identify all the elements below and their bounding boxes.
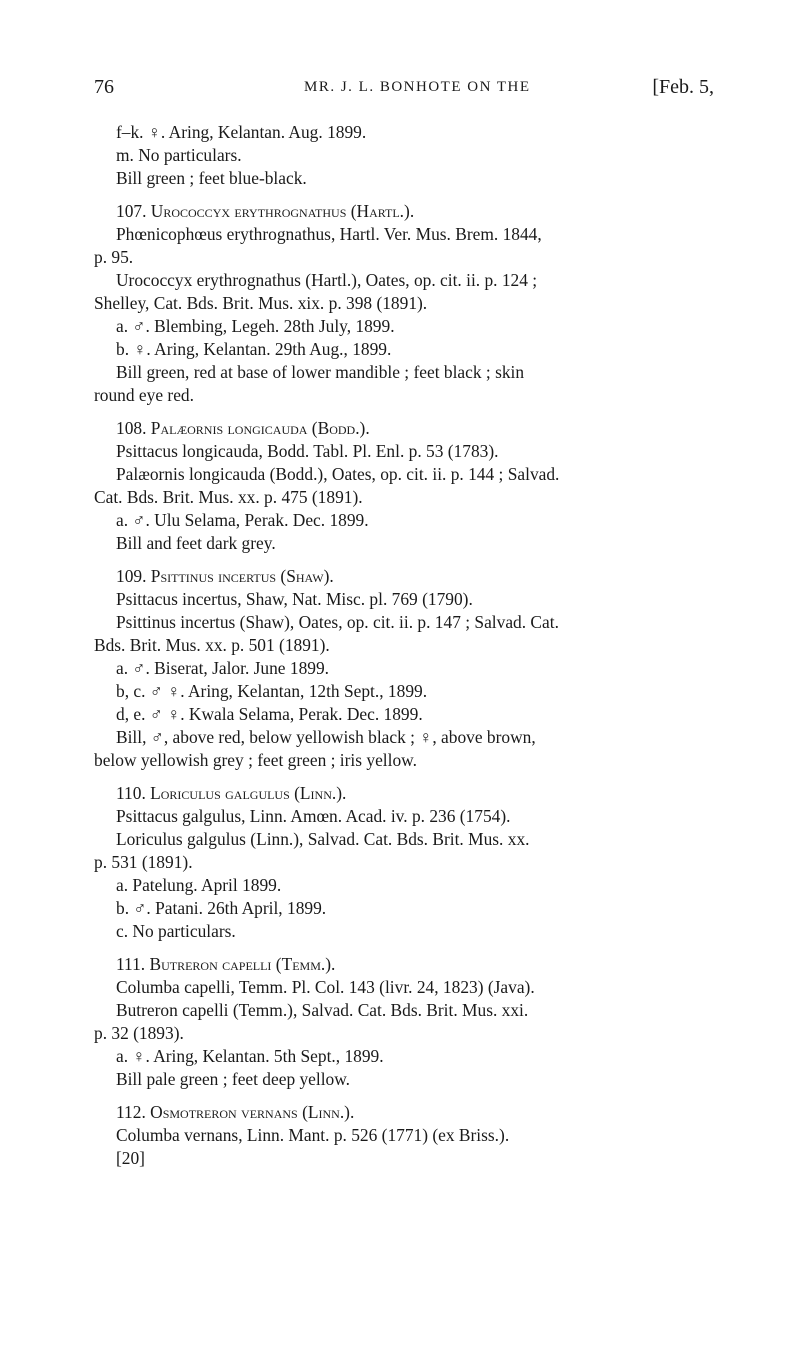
text-line: f–k. ♀. Aring, Kelantan. Aug. 1899. [116, 122, 367, 142]
text-line: Columba vernans, Linn. Mant. p. 526 (1771) (ex Briss.). [116, 1125, 510, 1145]
text-line: Loriculus galgulus (Linn.), Salvad. Cat. Bds. Brit. Mus. xx. [116, 829, 530, 849]
text-line: b. ♂. Patani. 26th April, 1899. [116, 898, 327, 918]
text-line: Shelley, Cat. Bds. Brit. Mus. xix. p. 398 (1891). [94, 293, 428, 313]
text-line: Palæornis longicauda (Bodd.), Oates, op. cit. ii. p. 144 ; Salvad. [116, 464, 560, 484]
text-line: Bill green ; feet blue-black. [116, 168, 307, 188]
text-line: Bill pale green ; feet deep yellow. [116, 1069, 351, 1089]
text-line: b, c. ♂ ♀. Aring, Kelantan, 12th Sept., 1899. [116, 681, 428, 701]
text-line: p. 32 (1893). [94, 1023, 184, 1043]
text-line: p. 531 (1891). [94, 852, 193, 872]
text-line: a. ♂. Ulu Selama, Perak. Dec. 1899. [116, 510, 369, 530]
species-heading: 108. Palæornis longicauda (Bodd.). [116, 418, 370, 438]
text-line: a. Patelung. April 1899. [116, 875, 282, 895]
text-line: a. ♂. Blembing, Legeh. 28th July, 1899. [116, 316, 395, 336]
text-line: below yellowish grey ; feet green ; iris yellow. [94, 750, 417, 770]
text-line: m. No particulars. [116, 145, 242, 165]
text-line: Urococcyx erythrognathus (Hartl.), Oates, op. cit. ii. p. 124 ; [116, 270, 538, 290]
text-line: Cat. Bds. Brit. Mus. xx. p. 475 (1891). [94, 487, 363, 507]
text-line: Bill, ♂, above red, below yellowish black ; ♀, above brown, [116, 727, 536, 747]
page-header [94, 76, 714, 106]
page-number: 76 [94, 76, 114, 98]
species-heading: 109. Psittinus incertus (Shaw). [116, 566, 334, 586]
text-line: Psittinus incertus (Shaw), Oates, op. cit. ii. p. 147 ; Salvad. Cat. [116, 612, 559, 632]
text-line: b. ♀. Aring, Kelantan. 29th Aug., 1899. [116, 339, 392, 359]
text-line: Psittacus incertus, Shaw, Nat. Misc. pl. 769 (1790). [116, 589, 473, 609]
text-line: Bill green, red at base of lower mandible ; feet black ; skin [116, 362, 525, 382]
signature-mark: [20] [116, 1148, 145, 1168]
species-heading: 111. Butreron capelli (Temm.). [116, 954, 336, 974]
species-heading: 110. Loriculus galgulus (Linn.). [116, 783, 347, 803]
header-date: [Feb. 5, [652, 76, 714, 98]
text-line: p. 95. [94, 247, 134, 267]
text-line: a. ♀. Aring, Kelantan. 5th Sept., 1899. [116, 1046, 384, 1066]
species-heading: 107. Urococcyx erythrognathus (Hartl.). [116, 201, 415, 221]
text-line: Bill and feet dark grey. [116, 533, 276, 553]
text-line: Psittacus galgulus, Linn. Amœn. Acad. iv. p. 236 (1754). [116, 806, 511, 826]
text-line: round eye red. [94, 385, 194, 405]
text-line: Psittacus longicauda, Bodd. Tabl. Pl. Enl. p. 53 (1783). [116, 441, 499, 461]
text-line: Phœnicophœus erythrognathus, Hartl. Ver. Mus. Brem. 1844, [116, 224, 542, 244]
running-title: MR. J. L. BONHOTE ON THE [304, 79, 531, 95]
text-line: Columba capelli, Temm. Pl. Col. 143 (livr. 24, 1823) (Java). [116, 977, 535, 997]
body-text [94, 121, 714, 1170]
species-heading: 112. Osmotreron vernans (Linn.). [116, 1102, 355, 1122]
text-line: Butreron capelli (Temm.), Salvad. Cat. Bds. Brit. Mus. xxi. [116, 1000, 529, 1020]
text-line: c. No particulars. [116, 921, 236, 941]
text-line: a. ♂. Biserat, Jalor. June 1899. [116, 658, 330, 678]
text-line: Bds. Brit. Mus. xx. p. 501 (1891). [94, 635, 330, 655]
text-line: d, e. ♂ ♀. Kwala Selama, Perak. Dec. 1899. [116, 704, 423, 724]
